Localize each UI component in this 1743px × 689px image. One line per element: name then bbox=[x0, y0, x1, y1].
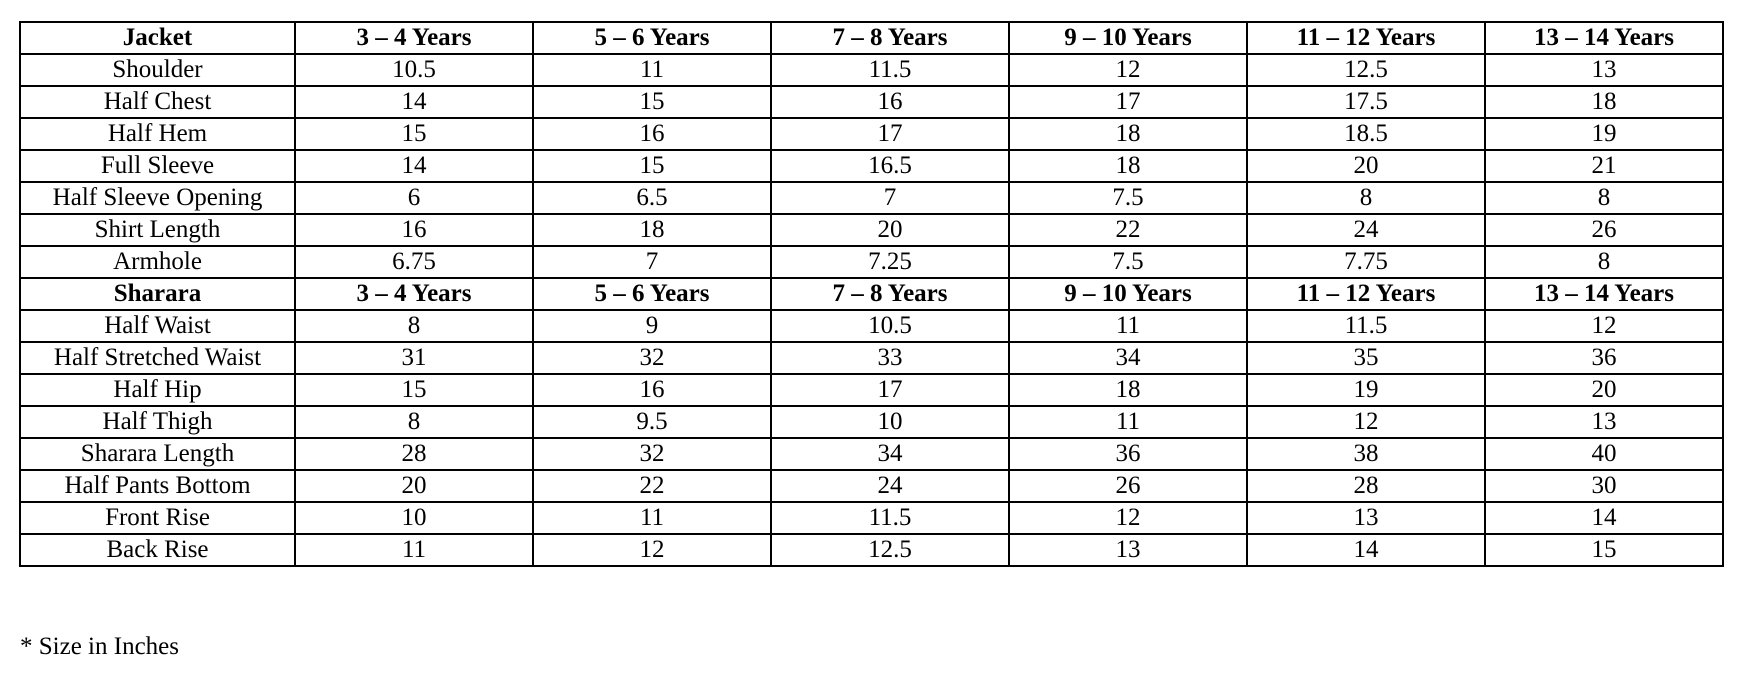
measurement-value: 15 bbox=[295, 374, 533, 406]
measurement-value: 7.5 bbox=[1009, 246, 1247, 278]
measurement-value: 12 bbox=[1485, 310, 1723, 342]
measurement-label: Shoulder bbox=[20, 54, 295, 86]
measurement-value: 10 bbox=[771, 406, 1009, 438]
measurement-value: 10.5 bbox=[295, 54, 533, 86]
measurement-value: 16.5 bbox=[771, 150, 1009, 182]
size-column-header: 7 – 8 Years bbox=[771, 278, 1009, 310]
measurement-value: 8 bbox=[1485, 182, 1723, 214]
measurement-value: 14 bbox=[295, 150, 533, 182]
measurement-value: 26 bbox=[1485, 214, 1723, 246]
size-chart-table bbox=[19, 21, 1724, 567]
measurement-value: 11 bbox=[533, 54, 771, 86]
measurement-value: 15 bbox=[533, 150, 771, 182]
measurement-value: 12.5 bbox=[771, 534, 1009, 566]
measurement-value: 7 bbox=[771, 182, 1009, 214]
size-column-header: 5 – 6 Years bbox=[533, 278, 771, 310]
measurement-value: 35 bbox=[1247, 342, 1485, 374]
measurement-label: Half Pants Bottom bbox=[20, 470, 295, 502]
measurement-value: 20 bbox=[771, 214, 1009, 246]
measurement-value: 8 bbox=[1485, 246, 1723, 278]
measurement-value: 12 bbox=[533, 534, 771, 566]
measurement-value: 16 bbox=[771, 86, 1009, 118]
measurement-value: 13 bbox=[1009, 534, 1247, 566]
measurement-value: 40 bbox=[1485, 438, 1723, 470]
measurement-value: 7.25 bbox=[771, 246, 1009, 278]
measurement-value: 16 bbox=[295, 214, 533, 246]
measurement-value: 12 bbox=[1009, 502, 1247, 534]
measurement-value: 14 bbox=[1485, 502, 1723, 534]
measurement-value: 16 bbox=[533, 374, 771, 406]
measurement-value: 10 bbox=[295, 502, 533, 534]
measurement-value: 8 bbox=[295, 406, 533, 438]
measurement-value: 14 bbox=[1247, 534, 1485, 566]
table-row bbox=[20, 374, 1723, 406]
size-column-header: 11 – 12 Years bbox=[1247, 22, 1485, 54]
size-column-header: 13 – 14 Years bbox=[1485, 278, 1723, 310]
measurement-label: Half Sleeve Opening bbox=[20, 182, 295, 214]
size-chart-body bbox=[20, 22, 1723, 566]
measurement-value: 32 bbox=[533, 438, 771, 470]
measurement-value: 18 bbox=[533, 214, 771, 246]
measurement-value: 11 bbox=[295, 534, 533, 566]
measurement-value: 24 bbox=[771, 470, 1009, 502]
table-row bbox=[20, 118, 1723, 150]
measurement-value: 16 bbox=[533, 118, 771, 150]
measurement-value: 32 bbox=[533, 342, 771, 374]
measurement-value: 13 bbox=[1247, 502, 1485, 534]
measurement-value: 17.5 bbox=[1247, 86, 1485, 118]
measurement-value: 30 bbox=[1485, 470, 1723, 502]
measurement-value: 18 bbox=[1485, 86, 1723, 118]
measurement-value: 7.75 bbox=[1247, 246, 1485, 278]
measurement-value: 6.75 bbox=[295, 246, 533, 278]
footnote: * Size in Inches bbox=[20, 633, 179, 660]
measurement-value: 9.5 bbox=[533, 406, 771, 438]
table-row bbox=[20, 406, 1723, 438]
measurement-value: 11.5 bbox=[771, 54, 1009, 86]
table-row bbox=[20, 214, 1723, 246]
measurement-value: 13 bbox=[1485, 406, 1723, 438]
measurement-value: 34 bbox=[771, 438, 1009, 470]
measurement-value: 18.5 bbox=[1247, 118, 1485, 150]
measurement-label: Front Rise bbox=[20, 502, 295, 534]
measurement-value: 17 bbox=[771, 118, 1009, 150]
table-row bbox=[20, 534, 1723, 566]
measurement-value: 22 bbox=[1009, 214, 1247, 246]
size-column-header: 9 – 10 Years bbox=[1009, 22, 1247, 54]
measurement-value: 11 bbox=[1009, 310, 1247, 342]
measurement-value: 7 bbox=[533, 246, 771, 278]
table-row bbox=[20, 86, 1723, 118]
measurement-label: Back Rise bbox=[20, 534, 295, 566]
measurement-value: 31 bbox=[295, 342, 533, 374]
measurement-value: 11.5 bbox=[1247, 310, 1485, 342]
size-column-header: 9 – 10 Years bbox=[1009, 278, 1247, 310]
table-row bbox=[20, 310, 1723, 342]
measurement-label: Half Waist bbox=[20, 310, 295, 342]
measurement-value: 28 bbox=[295, 438, 533, 470]
measurement-value: 15 bbox=[1485, 534, 1723, 566]
measurement-value: 28 bbox=[1247, 470, 1485, 502]
measurement-label: Armhole bbox=[20, 246, 295, 278]
measurement-value: 18 bbox=[1009, 118, 1247, 150]
measurement-value: 18 bbox=[1009, 374, 1247, 406]
measurement-value: 17 bbox=[1009, 86, 1247, 118]
measurement-value: 19 bbox=[1247, 374, 1485, 406]
measurement-label: Sharara Length bbox=[20, 438, 295, 470]
measurement-value: 24 bbox=[1247, 214, 1485, 246]
table-row bbox=[20, 150, 1723, 182]
size-column-header: 13 – 14 Years bbox=[1485, 22, 1723, 54]
measurement-label: Half Chest bbox=[20, 86, 295, 118]
table-row bbox=[20, 470, 1723, 502]
measurement-value: 15 bbox=[295, 118, 533, 150]
measurement-value: 12 bbox=[1009, 54, 1247, 86]
size-column-header: 3 – 4 Years bbox=[295, 22, 533, 54]
measurement-label: Shirt Length bbox=[20, 214, 295, 246]
size-column-header: 11 – 12 Years bbox=[1247, 278, 1485, 310]
table-row bbox=[20, 438, 1723, 470]
measurement-value: 22 bbox=[533, 470, 771, 502]
sharara-section-title: Sharara bbox=[20, 278, 295, 310]
measurement-value: 8 bbox=[295, 310, 533, 342]
measurement-label: Half Stretched Waist bbox=[20, 342, 295, 374]
measurement-label: Half Hem bbox=[20, 118, 295, 150]
measurement-value: 11 bbox=[1009, 406, 1247, 438]
measurement-value: 20 bbox=[1247, 150, 1485, 182]
measurement-value: 9 bbox=[533, 310, 771, 342]
measurement-value: 7.5 bbox=[1009, 182, 1247, 214]
measurement-value: 14 bbox=[295, 86, 533, 118]
size-column-header: 7 – 8 Years bbox=[771, 22, 1009, 54]
measurement-label: Full Sleeve bbox=[20, 150, 295, 182]
measurement-value: 34 bbox=[1009, 342, 1247, 374]
table-row bbox=[20, 54, 1723, 86]
size-column-header: 5 – 6 Years bbox=[533, 22, 771, 54]
measurement-value: 20 bbox=[1485, 374, 1723, 406]
table-row bbox=[20, 342, 1723, 374]
sharara-header-row bbox=[20, 278, 1723, 310]
size-column-header: 3 – 4 Years bbox=[295, 278, 533, 310]
measurement-value: 17 bbox=[771, 374, 1009, 406]
measurement-value: 19 bbox=[1485, 118, 1723, 150]
measurement-value: 18 bbox=[1009, 150, 1247, 182]
measurement-value: 36 bbox=[1485, 342, 1723, 374]
measurement-value: 12 bbox=[1247, 406, 1485, 438]
measurement-value: 21 bbox=[1485, 150, 1723, 182]
measurement-label: Half Thigh bbox=[20, 406, 295, 438]
measurement-value: 12.5 bbox=[1247, 54, 1485, 86]
measurement-value: 8 bbox=[1247, 182, 1485, 214]
measurement-value: 15 bbox=[533, 86, 771, 118]
measurement-value: 6.5 bbox=[533, 182, 771, 214]
jacket-header-row bbox=[20, 22, 1723, 54]
measurement-value: 6 bbox=[295, 182, 533, 214]
measurement-value: 11.5 bbox=[771, 502, 1009, 534]
measurement-value: 33 bbox=[771, 342, 1009, 374]
measurement-value: 26 bbox=[1009, 470, 1247, 502]
measurement-label: Half Hip bbox=[20, 374, 295, 406]
table-row bbox=[20, 502, 1723, 534]
measurement-value: 36 bbox=[1009, 438, 1247, 470]
measurement-value: 38 bbox=[1247, 438, 1485, 470]
measurement-value: 13 bbox=[1485, 54, 1723, 86]
measurement-value: 10.5 bbox=[771, 310, 1009, 342]
measurement-value: 20 bbox=[295, 470, 533, 502]
measurement-value: 11 bbox=[533, 502, 771, 534]
jacket-section-title: Jacket bbox=[20, 22, 295, 54]
table-row bbox=[20, 182, 1723, 214]
table-row bbox=[20, 246, 1723, 278]
